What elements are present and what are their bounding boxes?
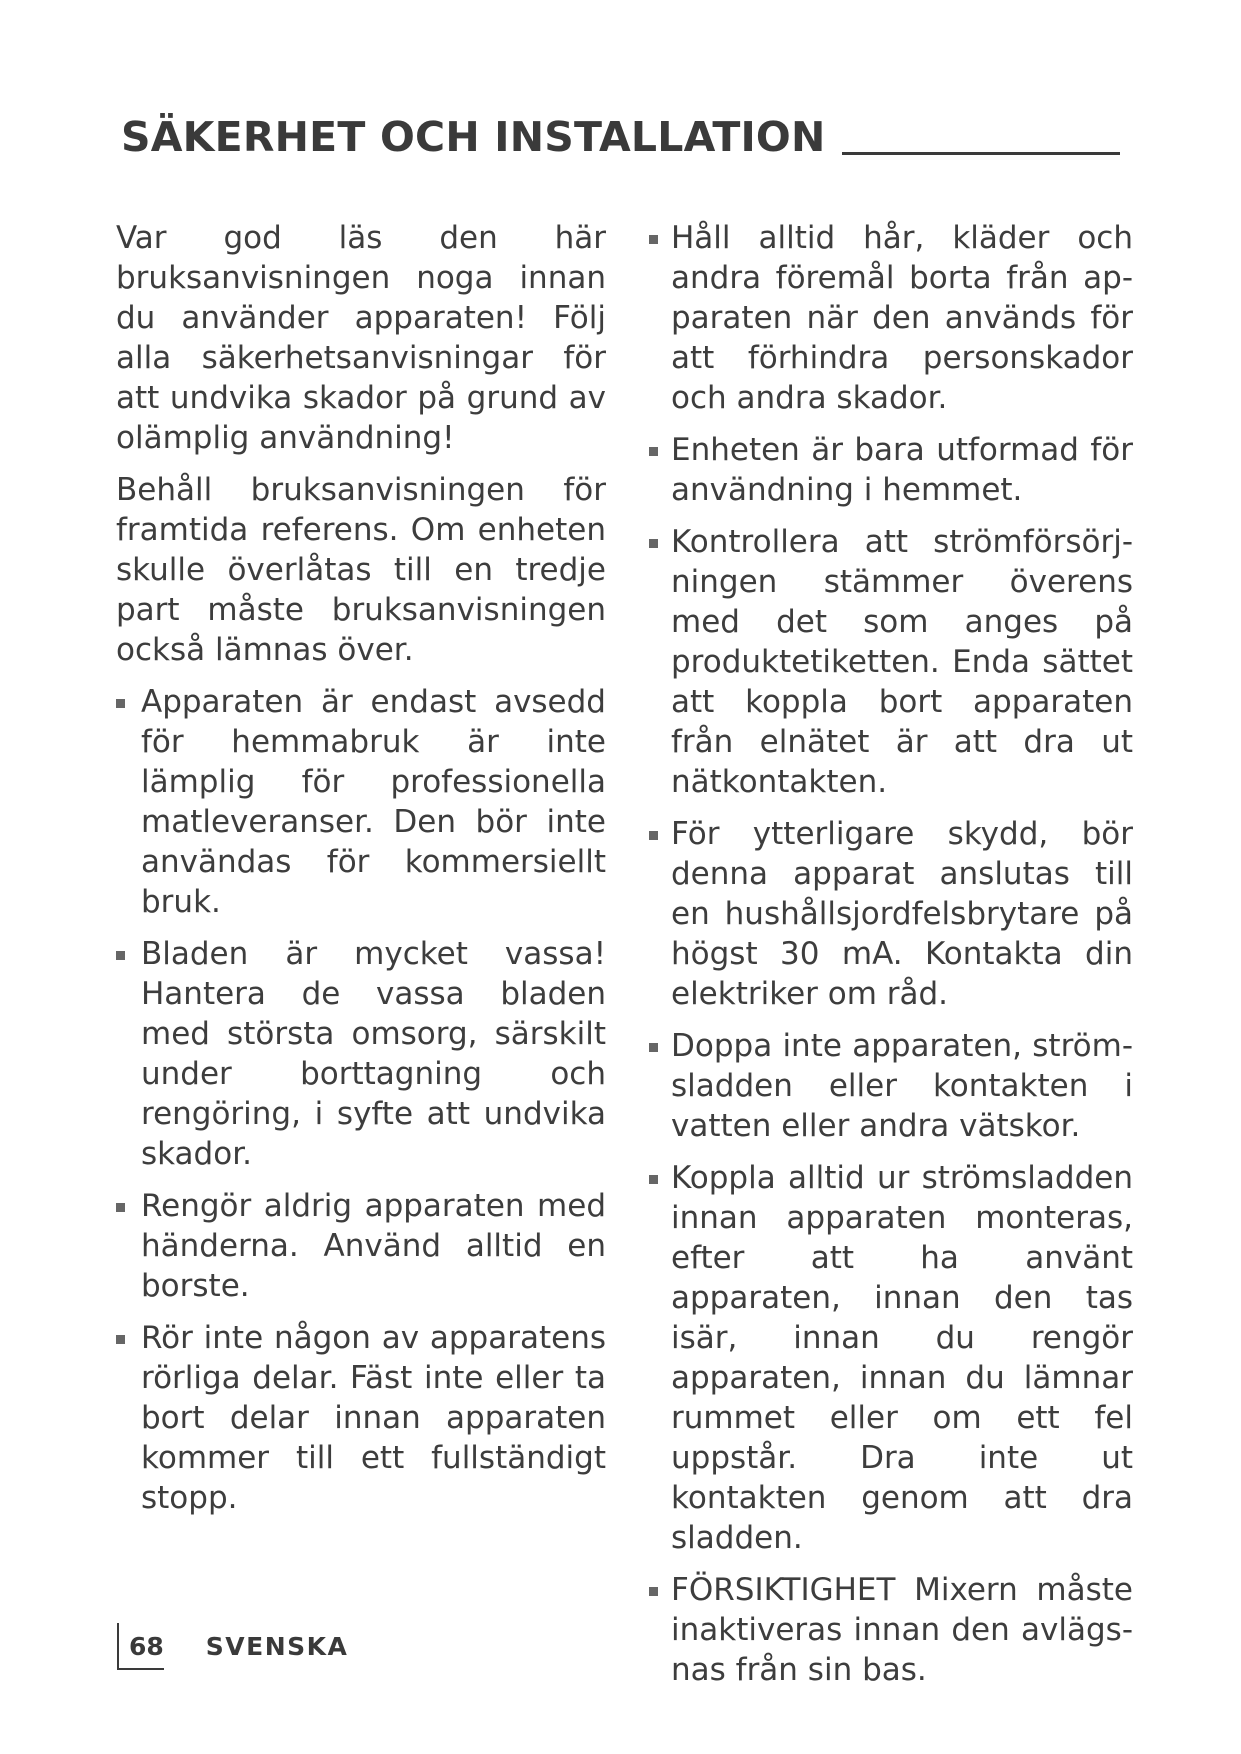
safety-list <box>648 218 1133 1690</box>
square-bullet-icon <box>116 1203 125 1212</box>
page-title: SÄKERHET OCH INSTALLATION <box>121 113 826 161</box>
intro-paragraph: Var god läs den här bruksanvisningen noga innan du använder apparaten! Följ alla säkerhetsanvisningar för att undvika skador på grund av olämplig användning! <box>116 220 606 456</box>
safety-item <box>116 682 606 922</box>
safety-item <box>648 1026 1133 1146</box>
language-label: SVENSKA <box>205 1631 349 1661</box>
square-bullet-icon <box>649 1175 658 1184</box>
safety-item-text: Koppla alltid ur strömsladden innan apparaten monteras, efter att ha använt apparaten, innan den tas isär, innan du rengör apparaten, innan du lämnar rummet eller om ett fel uppstår. Dra inte ut kontakten genom att dra sladden. <box>671 1160 1133 1556</box>
safety-item <box>648 430 1133 510</box>
right-column <box>648 218 1133 1702</box>
safety-item-text: Doppa inte apparaten, strömsladden eller kontakten i vatten eller andra vätskor. <box>671 1028 1133 1144</box>
safety-item-text: FÖRSIKTIGHET Mixern måste inaktiveras innan den avlägsnas från sin bas. <box>671 1572 1133 1688</box>
square-bullet-icon <box>116 951 125 960</box>
intro-paragraph: Behåll bruksanvisningen för framtida referens. Om enheten skulle överlåtas till en tredje part måste bruksanvisningen också lämnas över. <box>116 472 606 668</box>
safety-item <box>648 1158 1133 1558</box>
page-number: 68 <box>129 1631 164 1661</box>
safety-item <box>648 814 1133 1014</box>
safety-item <box>116 934 606 1174</box>
safety-item-text: Rengör aldrig apparaten med händerna. Använd alltid en borste. <box>141 1188 606 1304</box>
square-bullet-icon <box>649 447 658 456</box>
safety-list <box>116 682 606 1518</box>
safety-item-text: Apparaten är endast avsedd för hemmabruk är inte lämplig för professionella matleveranser. Den bör inte användas för kommersiellt bruk. <box>141 684 606 920</box>
safety-item-text: Enheten är bara utformad för användning i hemmet. <box>671 432 1133 508</box>
square-bullet-icon <box>649 539 658 548</box>
safety-item-text: För ytterligare skydd, bör denna apparat anslutas till en hushållsjordfelsbrytare på högst 30 mA. Kontakta din elektriker om råd. <box>671 816 1133 1012</box>
square-bullet-icon <box>649 1587 658 1596</box>
footer-bar <box>117 1623 119 1669</box>
safety-item <box>648 522 1133 802</box>
safety-item <box>116 1318 606 1518</box>
page-header <box>121 112 1120 162</box>
square-bullet-icon <box>649 831 658 840</box>
header-rule <box>842 152 1120 155</box>
safety-item-text: Bladen är mycket vassa! Hantera de vassa bladen med största omsorg, särskilt under borttagning och rengöring, i syfte att undvika skador. <box>141 936 606 1172</box>
square-bullet-icon <box>649 1043 658 1052</box>
safety-item <box>648 218 1133 418</box>
safety-item <box>116 1186 606 1306</box>
page-footer <box>117 1623 348 1669</box>
safety-item-text: Håll alltid hår, kläder och andra föremål borta från apparaten när den används för att förhindra personskador och andra skador. <box>671 220 1133 416</box>
left-column <box>116 218 606 1530</box>
safety-item-text: Kontrollera att strömförsörjningen stämmer överens med det som anges på produktetiketten. Enda sättet att koppla bort apparaten från elnätet är att dra ut nätkontakten. <box>671 524 1133 800</box>
square-bullet-icon <box>649 235 658 244</box>
safety-item-text: Rör inte någon av apparatens rörliga delar. Fäst inte eller ta bort delar innan apparaten kommer till ett fullständigt stopp. <box>141 1320 606 1516</box>
square-bullet-icon <box>116 699 125 708</box>
footer-underline <box>117 1668 164 1670</box>
safety-item <box>648 1570 1133 1690</box>
square-bullet-icon <box>116 1335 125 1344</box>
